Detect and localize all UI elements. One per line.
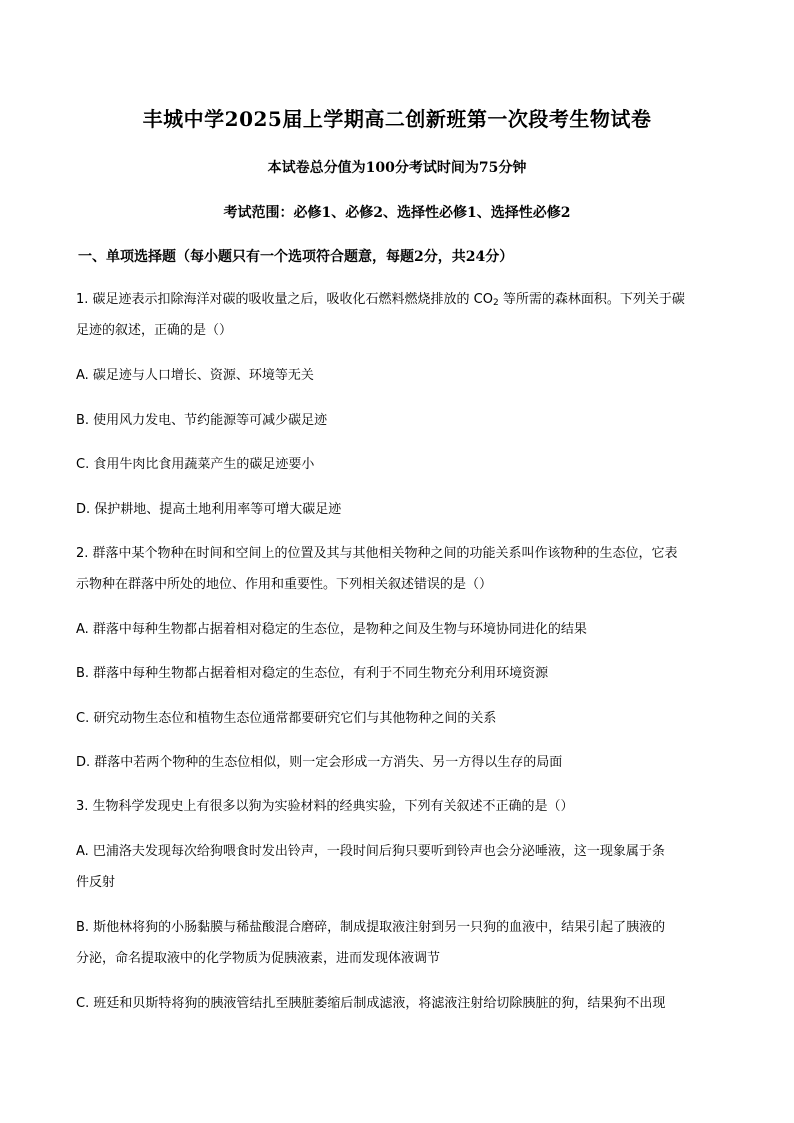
section-heading-single-choice: 一、单项选择题（每小题只有一个选项符合题意，每题2分，共24分） [78,249,514,265]
question-2-option-c: C. 研究动物生态位和植物生态位通常都要研究它们与其他物种之间的关系 [76,711,497,726]
question-1-stem-line-1 [76,290,716,310]
question-2-option-a: A. 群落中每种生物都占据着相对稳定的生态位，是物种之间及生物与环境协同进化的结果 [76,622,587,637]
question-1-stem-text-a: 1. 碳足迹表示扣除海洋对碳的吸收量之后，吸收化石燃料燃烧排放的 CO [76,292,493,307]
question-3-stem: 3. 生物科学发现史上有很多以狗为实验材料的经典实验，下列有关叙述不正确的是（） [76,799,574,814]
question-3-option-b-line-2: 分泌，命名提取液中的化学物质为促胰液素，进而发现体液调节 [76,951,441,966]
question-2-stem-line-2: 示物种在群落中所处的地位、作用和重要性。下列相关叙述错误的是（） [76,577,493,592]
question-1-option-b: B. 使用风力发电、节约能源等可减少碳足迹 [76,413,328,428]
exam-title: 丰城中学2025届上学期高二创新班第一次段考生物试卷 [142,107,652,131]
question-3-option-b-line-1: B. 斯他林将狗的小肠黏膜与稀盐酸混合磨碎，制成提取液注射到另一只狗的血液中，结果引起了胰液的 [76,920,666,935]
question-1-option-c: C. 食用牛肉比食用蔬菜产生的碳足迹要小 [76,457,315,472]
exam-scope: 考试范围：必修1、必修2、选择性必修1、选择性必修2 [223,205,571,221]
question-1-stem-line-2: 足迹的叙述，正确的是（） [76,323,233,338]
question-3-option-a-line-1: A. 巴浦洛夫发现每次给狗喂食时发出铃声，一段时间后狗只要听到铃声也会分泌唾液，这一现象属于条 [76,844,665,859]
score-time-info: 本试卷总分值为100分考试时间为75分钟 [267,160,527,176]
question-2-option-d: D. 群落中若两个物种的生态位相似，则一定会形成一方消失、另一方得以生存的局面 [76,755,563,770]
question-2-option-b: B. 群落中每种生物都占据着相对稳定的生态位，有利于不同生物充分利用环境资源 [76,666,549,681]
co2-subscript: 2 [492,298,499,308]
question-1-stem-text-b: 等所需的森林面积。下列关于碳 [498,292,685,307]
question-1-option-a: A. 碳足迹与人口增长、资源、环境等无关 [76,368,314,383]
question-3-option-c-line-1: C. 班廷和贝斯特将狗的胰液管结扎至胰脏萎缩后制成滤液，将滤液注射给切除胰脏的狗，结果狗不出现 [76,996,666,1011]
question-3-option-a-line-2: 件反射 [76,875,116,890]
question-1-option-d: D. 保护耕地、提高土地利用率等可增大碳足迹 [76,502,342,517]
question-2-stem-line-1: 2. 群落中某个物种在时间和空间上的位置及其与其他相关物种之间的功能关系叫作该物种的生态位，它表 [76,546,678,561]
